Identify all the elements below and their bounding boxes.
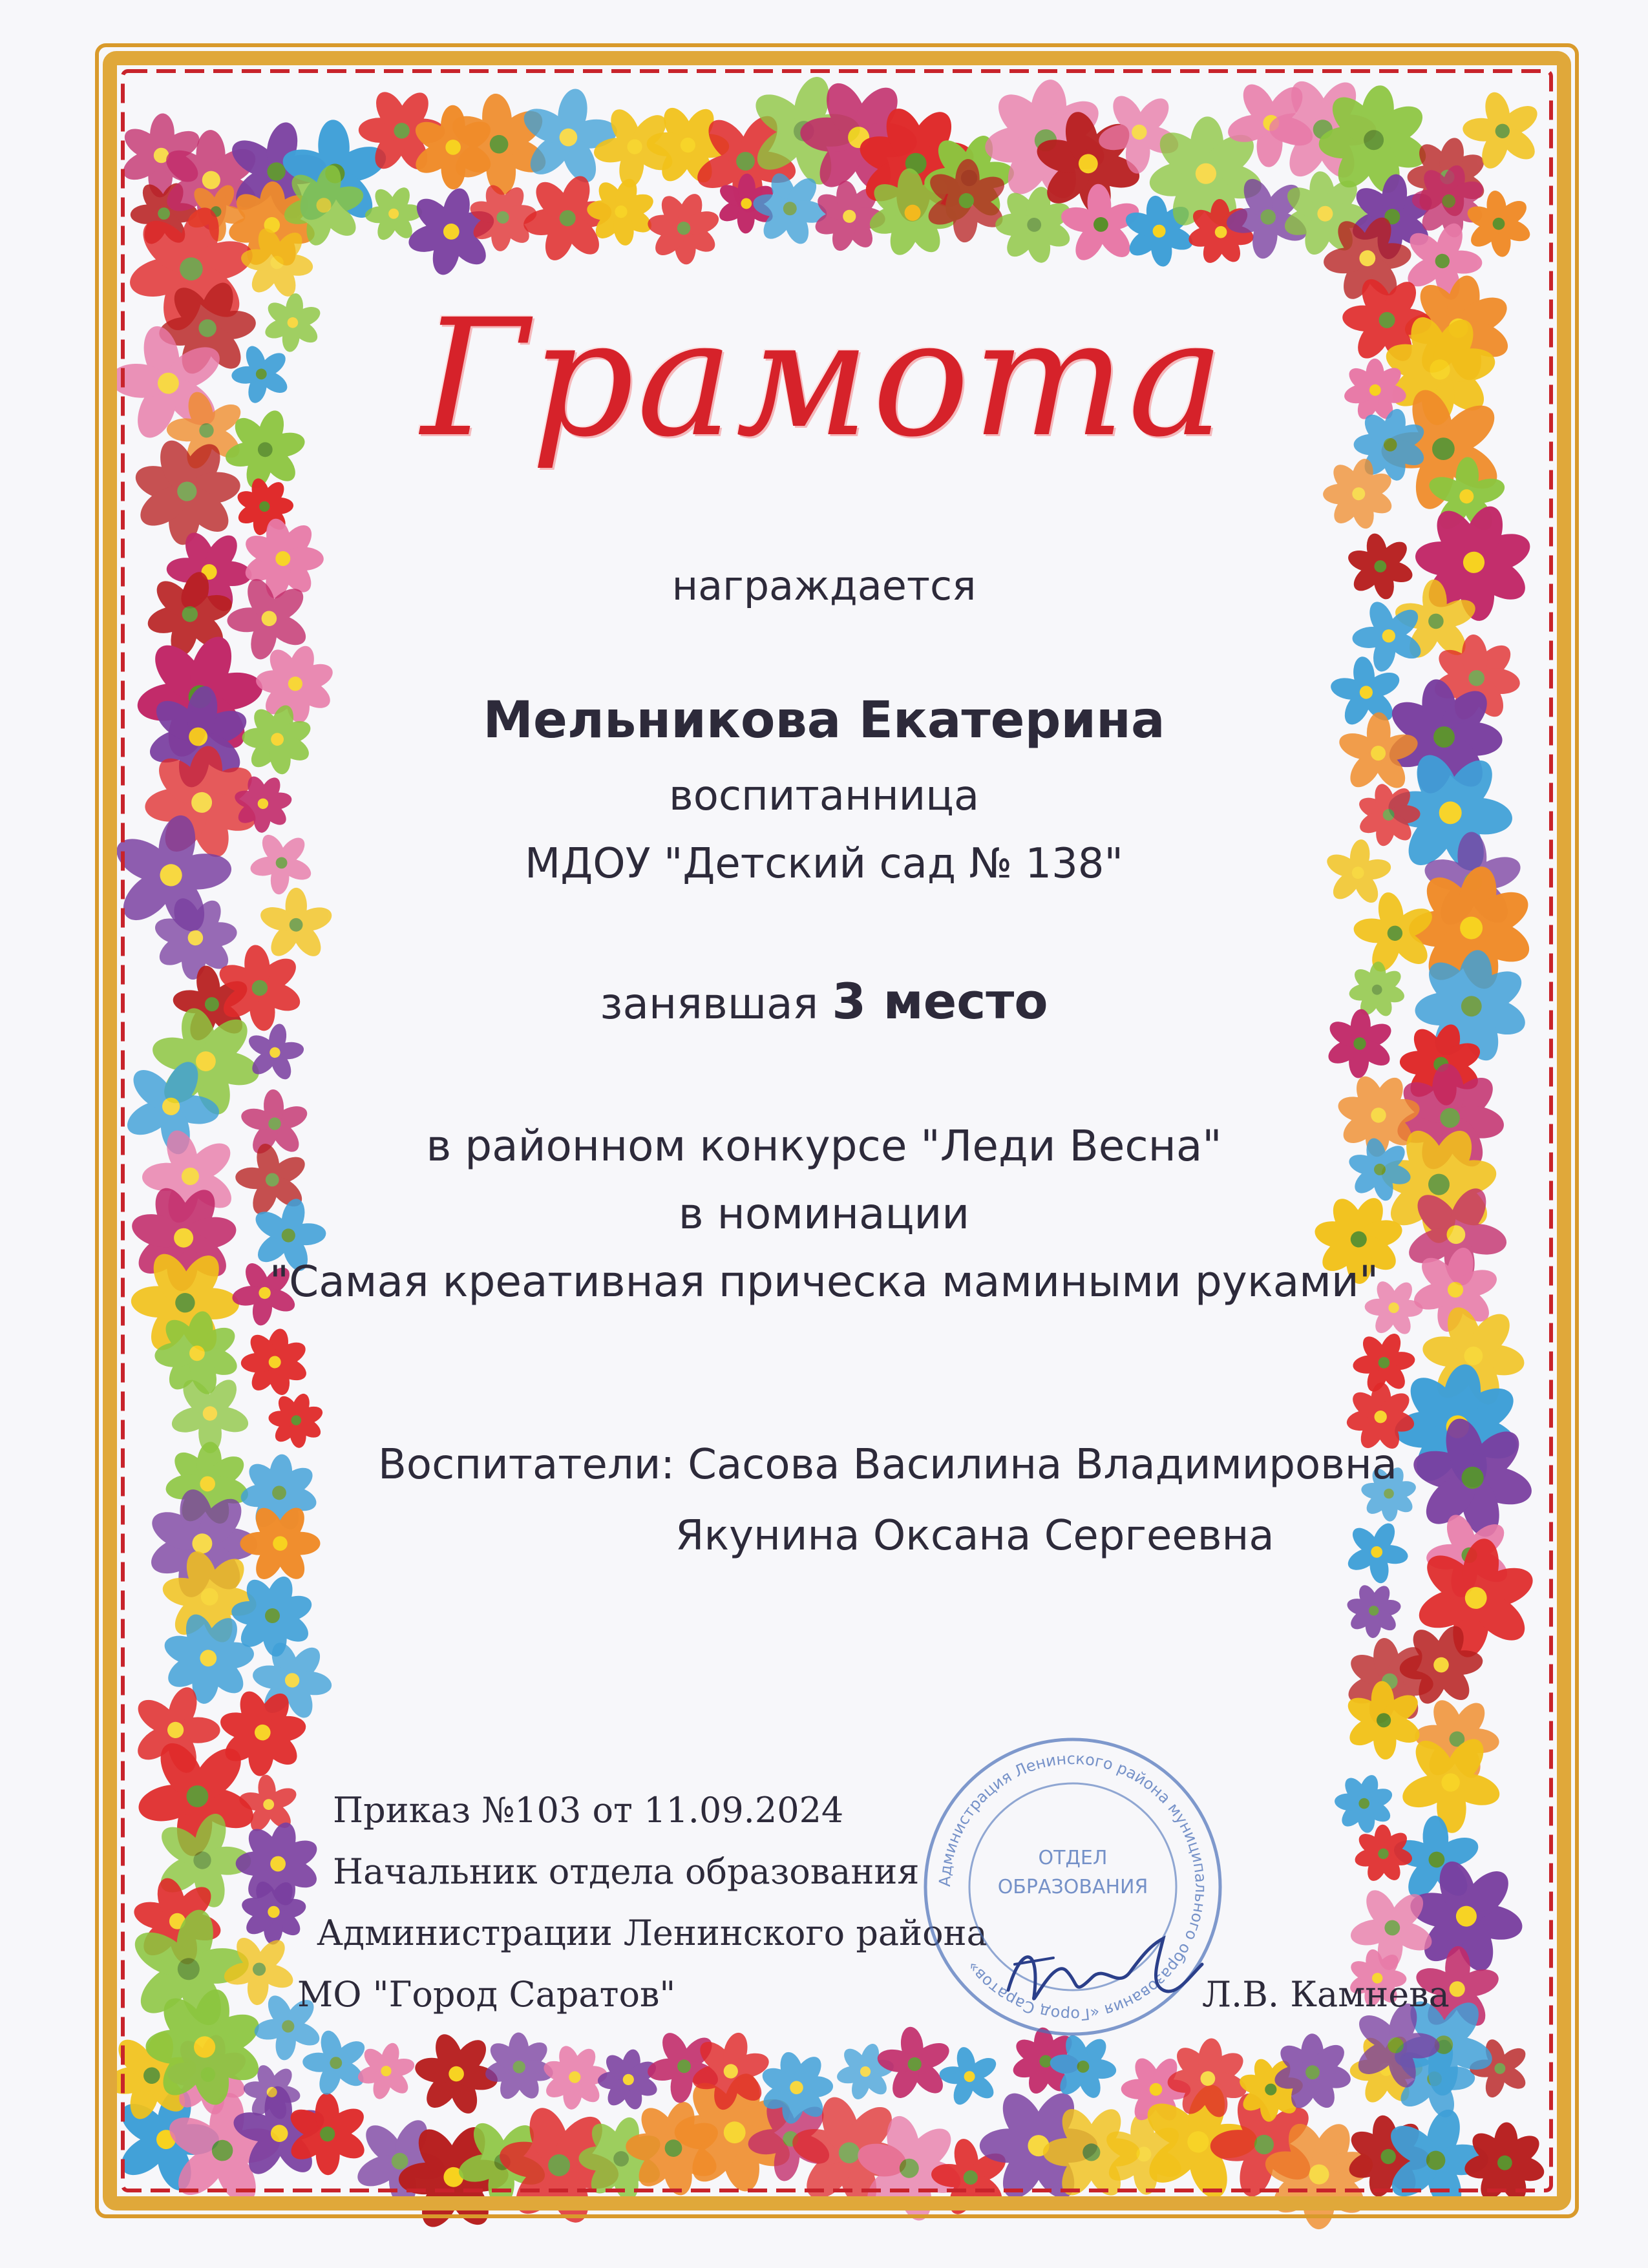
place-value: 3 место (832, 972, 1048, 1030)
position-line-3: МО "Город Саратов" (297, 1974, 676, 2015)
signer-name: Л.В. Камнева (1202, 1974, 1450, 2015)
nomination-label: в номинации (678, 1189, 970, 1239)
recipient-name: Мельникова Екатерина (483, 691, 1165, 750)
contest-text: в районном конкурсе "Леди Весна" (426, 1121, 1222, 1171)
order-number: Приказ №103 от 11.09.2024 (333, 1790, 844, 1831)
place-prefix: занявшая (600, 979, 819, 1029)
stamp-center-line-1: ОТДЕЛ (1038, 1847, 1108, 1869)
position-line-2: Администрации Ленинского района (317, 1913, 988, 1953)
signature-icon (995, 1919, 1215, 2022)
position-line-1: Начальник отдела образования (333, 1851, 920, 1892)
teacher-second: Якунина Оксана Сергеевна (675, 1512, 1274, 1560)
certificate-title: Грамота (421, 284, 1227, 472)
stamp-center-line-2: ОБРАЗОВАНИЯ (997, 1876, 1148, 1898)
stamp-ring-text: Администрация Ленинского района муниципального образования «Город Саратов» (935, 1749, 1210, 2024)
nomination-name: "Самая креативная прическа мамиными руками" (269, 1257, 1379, 1307)
awarded-text: награждается (671, 562, 977, 609)
teachers-label: Воспитатели: Сасова Василина Владимировна (378, 1441, 1397, 1489)
recipient-school: МДОУ "Детский сад № 138" (525, 840, 1123, 888)
recipient-role: воспитанница (668, 772, 980, 820)
place-line (0, 972, 1648, 1030)
